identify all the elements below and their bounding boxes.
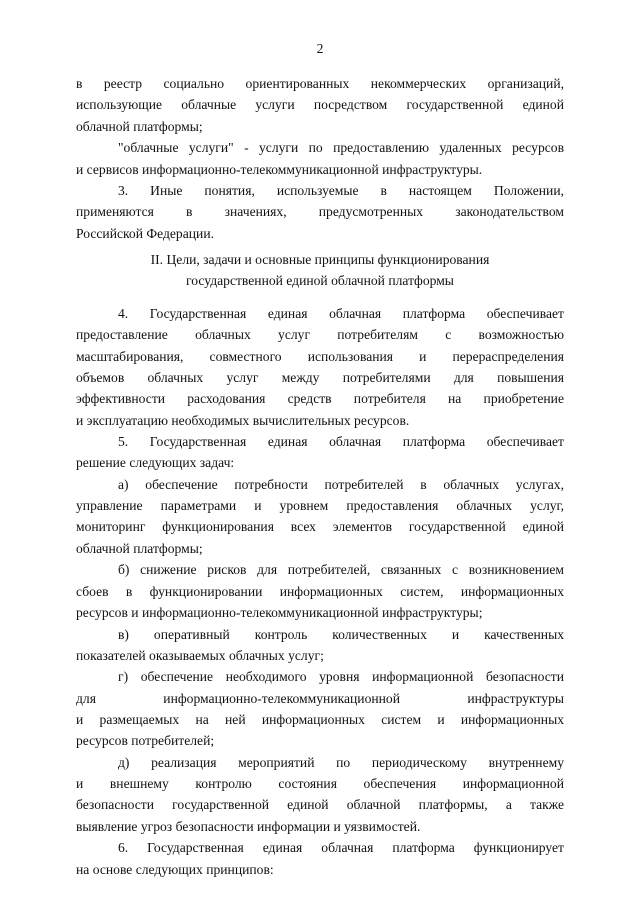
section-heading-line: II. Цели, задачи и основные принципы функционирования	[150, 252, 490, 267]
text-line: 5. Государственная единая облачная платформа обеспечивает	[118, 434, 564, 449]
text-line: в реестр социально ориентированных некоммерческих организаций,	[76, 76, 564, 91]
text-line: 6. Государственная единая облачная платформа функционирует	[118, 840, 564, 855]
text-line: ресурсов и информационно-телекоммуникационной инфраструктуры;	[76, 605, 483, 620]
text-line: облачной платформы;	[76, 119, 203, 134]
text-line: а) обеспечение потребности потребителей в облачных услугах,	[118, 477, 564, 492]
text-line: решение следующих задач:	[76, 455, 235, 470]
text-line: 3. Иные понятия, используемые в настоящем Положении,	[118, 183, 564, 198]
text-line: и размещаемых на ней информационных систем и информационных	[76, 712, 564, 727]
text-line: б) снижение рисков для потребителей, связанных с возникновением	[118, 562, 564, 577]
text-line: управление параметрами и уровнем предоставления облачных услуг,	[76, 498, 564, 513]
text-line: мониторинг функционирования всех элементов государственной единой	[76, 519, 564, 534]
text-line: на основе следующих принципов:	[76, 862, 274, 877]
text-line: для информационно-телекоммуникационной инфраструктуры	[76, 691, 564, 706]
text-line: применяются в значениях, предусмотренных законодательством	[76, 204, 564, 219]
text-line: использующие облачные услуги посредством государственной единой	[76, 97, 564, 112]
text-line: "облачные услуги" - услуги по предоставлению удаленных ресурсов	[118, 140, 564, 155]
text-line: г) обеспечение необходимого уровня информационной безопасности	[118, 669, 564, 684]
section-heading-line: государственной единой облачной платформы	[186, 273, 454, 288]
text-line: объемов облачных услуг между потребителями для повышения	[76, 370, 564, 385]
text-line: 4. Государственная единая облачная платформа обеспечивает	[118, 306, 564, 321]
text-line: облачной платформы;	[76, 541, 203, 556]
text-line: и сервисов информационно-телекоммуникационной инфраструктуры.	[76, 162, 483, 177]
text-line: сбоев в функционировании информационных систем, информационных	[76, 584, 564, 599]
text-line: эффективности расходования средств потребителя на приобретение	[76, 391, 564, 406]
text-line: и эксплуатацию необходимых вычислительных ресурсов.	[76, 413, 410, 428]
text-line: выявление угроз безопасности информации и уязвимостей.	[76, 819, 421, 834]
text-line: предоставление облачных услуг потребителям с возможностью	[76, 327, 564, 342]
text-line: ресурсов потребителей;	[76, 733, 215, 748]
text-line: д) реализация мероприятий по периодическому внутреннему	[118, 755, 564, 770]
page-number: 2	[316, 41, 324, 56]
text-line: показателей оказываемых облачных услуг;	[76, 648, 324, 663]
text-line: Российской Федерации.	[76, 226, 214, 241]
text-line: в) оперативный контроль количественных и качественных	[118, 627, 564, 642]
text-line: и внешнему контролю состояния обеспечения информационной	[76, 776, 564, 791]
text-line: масштабирования, совместного использования и перераспределения	[76, 349, 564, 364]
text-line: безопасности государственной единой облачной платформы, а также	[76, 797, 564, 812]
